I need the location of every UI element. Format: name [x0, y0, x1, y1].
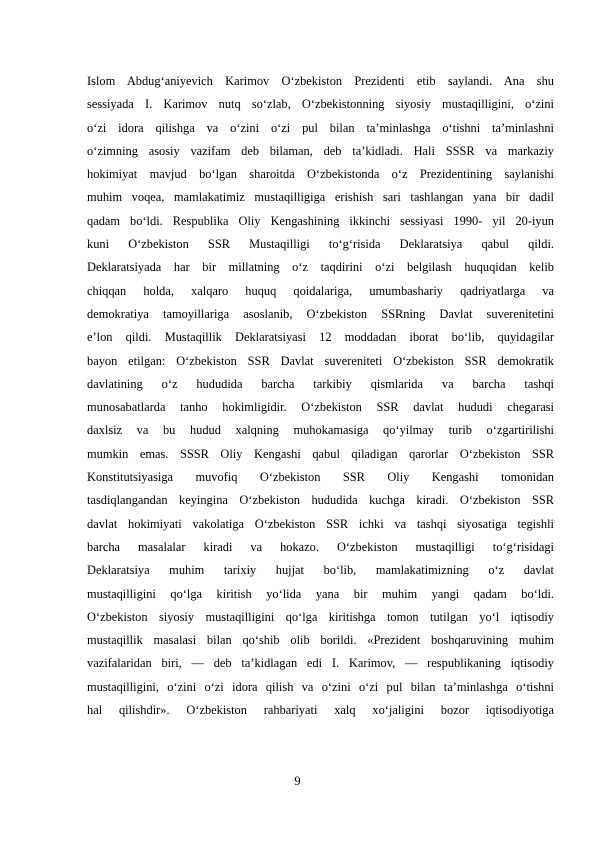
page-number: 9	[294, 774, 301, 788]
text-line: vazifalaridan biri, — deb ta’kidlagan edi I. Karimov, — respublikaning iqtisodiy	[87, 656, 554, 671]
text-line: mumkin emas. SSSR Oliy Kengashi qabul qiladigan qarorlar O‘zbekiston SSR	[87, 446, 554, 461]
text-line: demokratiya tamoyillariga asoslanib, O‘zbekiston SSRning Davlat suverenitetini	[87, 306, 554, 321]
text-line: davlat hokimiyati vakolatiga O‘zbekiston SSR ichki va tashqi siyosatiga tegishli	[87, 516, 554, 531]
text-line: mustaqilligini qo‘lga kiritish yo‘lida yana bir muhim yangi qadam bo‘ldi.	[87, 586, 554, 601]
body-paragraph	[87, 70, 554, 722]
text-line: e’lon qildi. Mustaqillik Deklaratsiyasi 12 moddadan iborat bo‘lib, quyidagilar	[87, 330, 554, 345]
text-line: Islom Abdug‘aniyevich Karimov O‘zbekiston Prezidenti etib saylandi. Ana shu	[87, 74, 554, 88]
text-line: barcha masalalar kiradi va hokazo. O‘zbekiston mustaqilligi to‘g‘risidagi	[87, 539, 554, 554]
text-line: bayon etilgan: O‘zbekiston SSR Davlat suvereniteti O‘zbekiston SSR demokratik	[87, 353, 554, 368]
text-line: kuni O‘zbekiston SSR Mustaqilligi to‘g‘risida Deklaratsiya qabul qildi.	[87, 237, 554, 252]
text-line: o‘zimning asosiy vazifam deb bilaman, deb ta’kidladi. Hali SSSR va markaziy	[87, 143, 554, 158]
text-line: munosabatlarda tanho hokimligidir. O‘zbekiston SSR davlat hududi chegarasi	[87, 400, 554, 415]
text-line: daxlsiz va bu hudud xalqning muhokamasiga qo‘yilmay turib o‘zgartirilishi	[87, 423, 554, 438]
text-line: mustaqillik masalasi bilan qo‘shib olib borildi. «Prezident boshqaruvining muhim	[87, 633, 554, 648]
text-line: mustaqilligini, o‘zini o‘zi idora qilish va o‘zini o‘zi pul bilan ta’minlashga o‘tishni	[87, 679, 554, 694]
text-line: Konstitutsiyasiga muvofiq O‘zbekiston SSR Oliy Kengashi tomonidan	[87, 470, 554, 485]
text-line: Deklaratsiyada har bir millatning o‘z taqdirini o‘zi belgilash huquqidan kelib	[87, 260, 554, 275]
text-line: davlatining o‘z hududida barcha tarkibiy qismlarida va barcha tashqi	[87, 376, 554, 391]
text-line: muhim voqea, mamlakatimiz mustaqilligiga erishish sari tashlangan yana bir dadil	[87, 190, 554, 205]
text-line: sessiyada I. Karimov nutq so‘zlab, O‘zbekistonning siyosiy mustaqilligini, o‘zini	[87, 97, 554, 112]
text-line: chiqqan holda, xalqaro huquq qoidalariga, umumbashariy qadriyatlarga va	[87, 283, 554, 298]
text-line: tasdiqlangandan keyingina O‘zbekiston hududida kuchga kiradi. O‘zbekiston SSR	[87, 493, 554, 508]
text-line: o‘zi idora qilishga va o‘zini o‘zi pul bilan ta’minlashga o‘tishni ta’minlashni	[87, 120, 554, 135]
text-line: O‘zbekiston siyosiy mustaqilligini qo‘lga kiritishga tomon tutilgan yo‘l iqtisodiy	[87, 609, 554, 624]
text-line: qadam bo‘ldi. Respublika Oliy Kengashining ikkinchi sessiyasi 1990- yil 20-iyun	[87, 213, 554, 228]
text-line: hokimiyat mavjud bo‘lgan sharoitda O‘zbekistonda o‘z Prezidentining saylanishi	[87, 167, 554, 182]
text-line: hal qilishdir». O‘zbekiston rahbariyati xalq xo‘jaligini bozor iqtisodiyotiga	[87, 703, 554, 718]
text-line: Deklaratsiya muhim tarixiy hujjat bo‘lib, mamlakatimizning o‘z davlat	[87, 563, 554, 578]
